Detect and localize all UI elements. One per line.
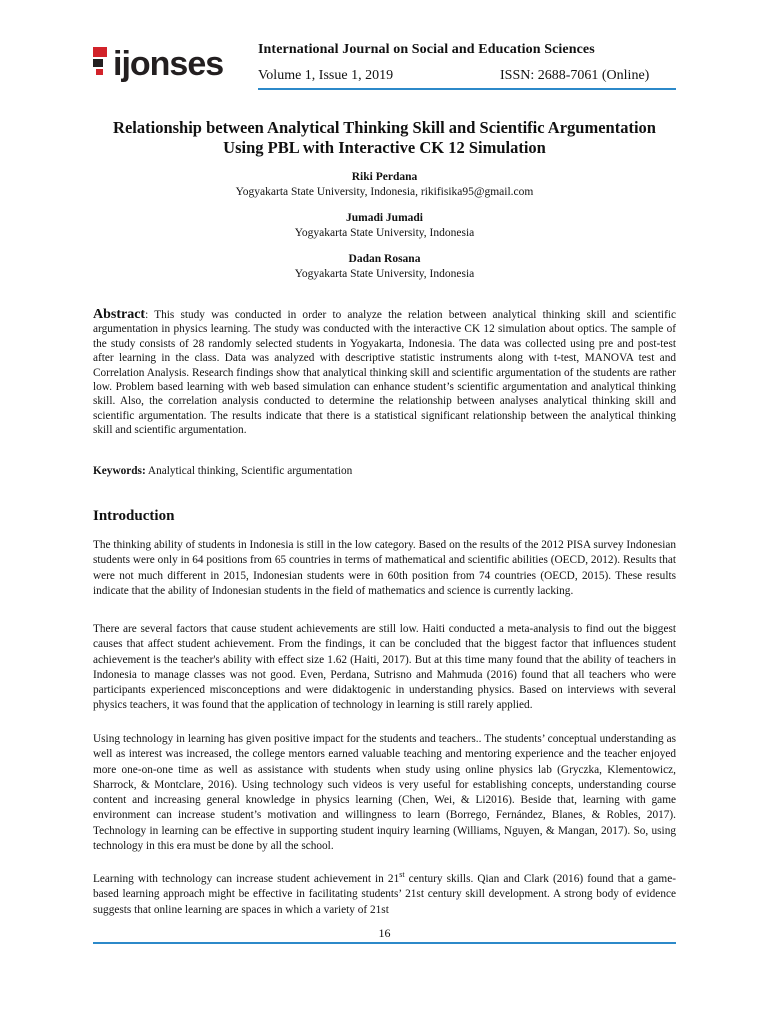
ijonses-logo-icon (93, 43, 253, 83)
superscript: st (399, 870, 405, 880)
footer-divider (93, 942, 676, 944)
author-affiliation: Yogyakarta State University, Indonesia (294, 268, 475, 280)
author-name: Jumadi Jumadi (345, 212, 423, 224)
page-number: 16 (378, 926, 391, 940)
paragraph: There are several factors that cause student achievements are still low. Haiti conducted a meta-analysis to find out the biggest causes that affect student achievement. From the findings, it can be concluded that the biggest factor that influences student achievement is the teacher's ability with effect size 1.62 (Haiti, 2017). But at this time many found that the ability of teachers in Indonesia to manage classes was not good. Even, Perdana, Sutrisno and Mahmuda (2016) found that all teachers who were participants experienced misconceptions and were didaktogenic in understanding physics. Based on interviews with several physics teachers, it was found that the application of technology in learning is still rarely applied. (93, 623, 676, 712)
abstract: Abstract: This study was conducted in order to analyze the relation between analytical thinking skill and scientific argumentation in physics learning. The study was conducted with the interactive CK 12 simulation about optics. The sample of the study consists of 28 randomly selected students in Yogyakarta, Indonesia. The data was collected using pre and post-test after learning in the class. Data was analyzed with descriptive statistic instruments along with t-test, MANOVA test and Correlation Analysis. Research findings show that analytical thinking skill and scientific argumentation of the students are rather low. Problem based learning with web based simulation can enhance student’s scientific argumentation and analytical thinking skill. Also, the correlation analysis conducted to determine the relationship between analyses analytical thinking skill and scientific argumentation. The results indicate that there is a statistical significant relationship between the analytical thinking skill and scientific argumentation. (93, 307, 676, 437)
author-affiliation: Yogyakarta State University, Indonesia (294, 227, 475, 239)
keywords-text: Analytical thinking, Scientific argumentation (147, 465, 353, 477)
author-affiliation: Yogyakarta State University, Indonesia, rikifisika95@gmail.com (235, 186, 534, 198)
issn: ISSN: 2688-7061 (Online) (500, 68, 650, 83)
paragraph (93, 872, 676, 918)
logo-dark-block (93, 59, 103, 67)
journal-logo (93, 43, 253, 83)
header-divider (258, 88, 676, 90)
author-name: Riki Perdana (351, 171, 418, 183)
paragraph: The thinking ability of students in Indonesia is still in the low category. Based on the results of the 2012 PISA survey Indonesian students were only in 64 positions from 65 countries in terms of mathematical and scientific abilities (OECD, 2012). Results that were not much different in 2015, Indonesian students were in 60th position from 74 countries (OECD, 2015). These results indicate that the ability of Indonesian students in the field of mathematics and science is currently lacking. (93, 539, 676, 597)
author-block-3 (93, 252, 676, 282)
abstract-text: This study was conducted in order to analyze the relation between analytical thinking skill and scientific argumentation in physics learning. The study was conducted with the interactive CK 12 simulation about optics. The sample of the study consists of 28 randomly selected students in Yogyakarta, Indonesia. The data was collected using pre and post-test after learning in the class. Data was analyzed with descriptive statistic instruments along with t-test, MANOVA test and Correlation Analysis. Research findings show that analytical thinking skill and scientific argumentation of the students are rather low. Problem based learning with web based simulation can enhance student’s scientific argumentation and analytical thinking skill. Also, the correlation analysis conducted to determine the relationship between analyses analytical thinking skill and scientific argumentation. The results indicate that there is a statistical significant relationship between the analytical thinking skill and scientific argumentation. (93, 309, 676, 437)
logo-small-red-block (96, 69, 103, 75)
paper-title: Relationship between Analytical Thinking Skill and Scientific Argumentation Using PBL with Interactive CK 12 Simulation (113, 118, 656, 157)
journal-name: International Journal on Social and Education Sciences (258, 42, 595, 57)
author-name: Dadan Rosana (348, 253, 421, 265)
author-block-2 (93, 211, 676, 241)
logo-text: ijonses (113, 45, 224, 83)
keywords-label: Keywords: (93, 465, 146, 477)
paragraph-text: Learning with technology can increase student achievement in 21 (93, 873, 400, 885)
author-block-1 (93, 170, 676, 200)
volume-issue: Volume 1, Issue 1, 2019 (258, 68, 394, 83)
logo-red-block (93, 47, 107, 57)
section-heading-introduction: Introduction (93, 508, 175, 524)
paragraph-text: century skills. Qian and Clark (2016) found that a game-based learning approach might be effective in facilitating students’ 21st century skill development. A strong body of evidence suggests that online learning are spaces in which a variety of 21st (93, 873, 676, 916)
paragraph: Using technology in learning has given positive impact for the students and teachers.. The students’ conceptual understanding as well as interest was increased, the college mentors earned valuable teaching and mentoring experience and the teacher enjoyed more one-on-one time as well as assistance with students when study using online physics lab (Gryczka, Klementowicz, Sharrock, & Montclare, 2016). Using technology such videos is very useful for establishing concepts, understanding course content and increasing general knowledge in physics learning (Chen, Wei, & Li2016). Beside that, learning with game environment can increase student’s motivation and willingness to learn (Borrego, Fernández, Blanes, & Robles, 2017). Technology in learning can be effective in supporting student inquiry learning (Williams, Nguyen, & Mangan, 2017). So, using technology in this era must be done by all the school. (93, 733, 676, 853)
keywords (93, 465, 676, 477)
abstract-label: Abstract (93, 307, 146, 322)
